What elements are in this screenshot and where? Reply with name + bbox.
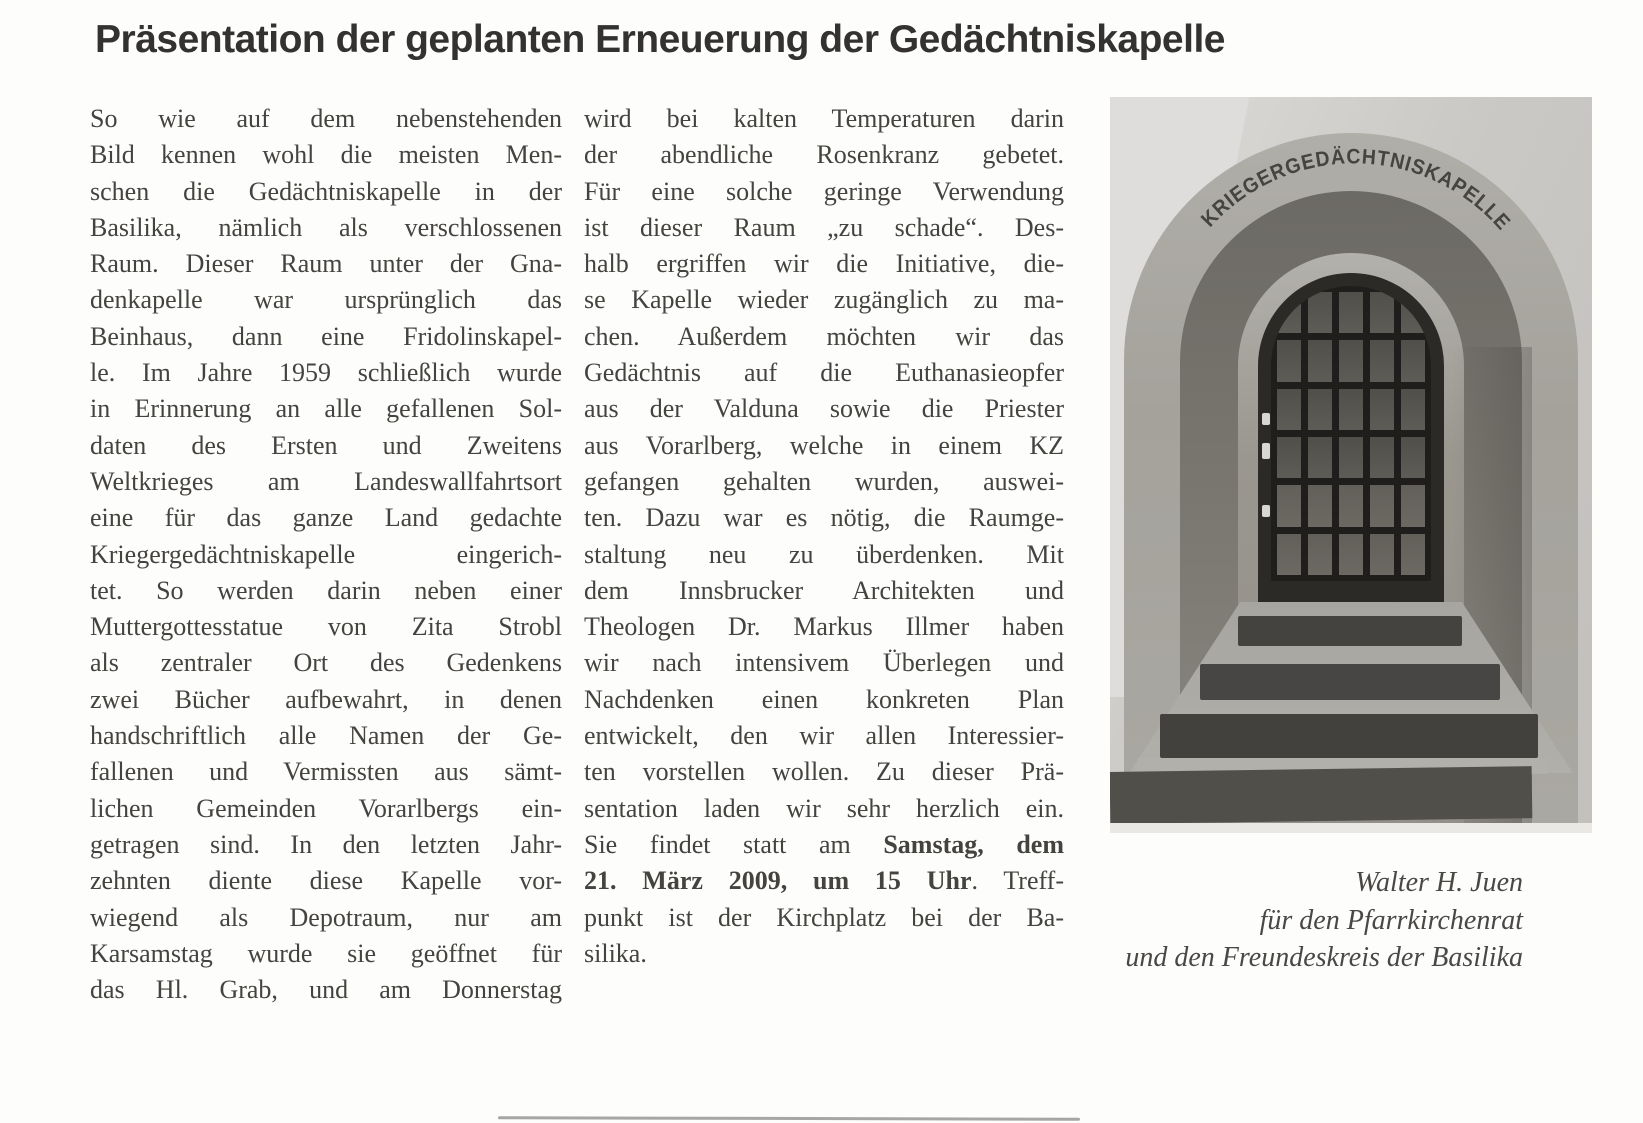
page-title: Präsentation der geplanten Erneuerung der Gedächtniskapelle	[95, 18, 1225, 61]
text-line: ist dieser Raum „zu schade“. Des-	[584, 212, 1064, 242]
door-pane	[1277, 389, 1301, 430]
door-lock-plate	[1262, 443, 1270, 459]
door-pane	[1401, 534, 1425, 575]
door-pane	[1401, 389, 1425, 430]
text-line: Gedächtnis auf die Euthanasieopfer	[584, 358, 1064, 388]
text-line: tet. So werden darin neben einer	[90, 575, 562, 605]
text-line: fallenen und Vermissten aus sämt-	[90, 757, 562, 787]
text-line	[584, 827, 1064, 863]
text-line: Raum. Dieser Raum unter der Gna-	[90, 249, 562, 279]
door-pane	[1308, 534, 1332, 575]
text-line: getragen sind. In den letzten Jahr-	[90, 829, 562, 859]
scan-artifact-line	[498, 1116, 1080, 1121]
text-line: chen. Außerdem möchten wir das	[584, 321, 1064, 351]
door-pane	[1308, 437, 1332, 478]
text-line: halb ergriffen wir die Initiative, die-	[584, 249, 1064, 279]
door-pane	[1277, 534, 1301, 575]
text-line: aus Vorarlberg, welche in einem KZ	[584, 430, 1064, 460]
text-line: sentation laden wir sehr herzlich ein.	[584, 793, 1064, 823]
door-pane	[1339, 437, 1363, 478]
door-pane	[1370, 292, 1394, 333]
text-line: entwickelt, den wir allen Interessier-	[584, 721, 1064, 751]
text-line: Beinhaus, dann eine Fridolinskapel-	[90, 321, 562, 351]
foreground-floor-band	[1110, 766, 1532, 824]
text-line: eine für das ganze Land gedachte	[90, 503, 562, 533]
photo-door-window-grid	[1271, 286, 1431, 581]
text-line: aus der Valduna sowie die Priester	[584, 394, 1064, 424]
text-line: wiegend als Depotraum, nur am	[90, 902, 562, 932]
door-pane	[1401, 340, 1425, 381]
text-line: Weltkrieges am Landeswallfahrtsort	[90, 466, 562, 496]
text-line: für den Pfarrkirchenrat	[1259, 904, 1523, 936]
door-pane	[1401, 437, 1425, 478]
door-pane	[1339, 485, 1363, 526]
door-pane	[1370, 485, 1394, 526]
door-pane	[1339, 292, 1363, 333]
bold-text: 21. März 2009, um 15 Uhr	[584, 866, 972, 896]
text-line: als zentraler Ort des Gedenkens	[90, 648, 562, 678]
photo-bottom-margin	[1110, 823, 1592, 833]
step-tread	[1160, 714, 1538, 758]
door-pane	[1370, 340, 1394, 381]
text-line: Nachdenken einen konkreten Plan	[584, 684, 1064, 714]
chapel-entrance-photo	[1110, 97, 1592, 833]
door-pane	[1308, 389, 1332, 430]
door-pane	[1370, 389, 1394, 430]
text-line: wir nach intensivem Überlegen und	[584, 648, 1064, 678]
door-pane	[1308, 340, 1332, 381]
door-pane	[1339, 340, 1363, 381]
photo-steps	[1110, 602, 1592, 833]
text-line: handschriftlich alle Namen der Ge-	[90, 721, 562, 751]
text-line	[584, 936, 1064, 972]
text-line: Für eine solche geringe Verwendung	[584, 176, 1064, 206]
door-pane	[1308, 292, 1332, 333]
text-line: Karsamstag wurde sie geöffnet für	[90, 938, 562, 968]
step-tread	[1200, 664, 1500, 700]
step-tread	[1238, 616, 1462, 646]
article-column-middle	[584, 101, 1064, 972]
text-line: Muttergottesstatue von Zita Strobl	[90, 612, 562, 642]
text-line: in Erinnerung an alle gefallenen Sol-	[90, 394, 562, 424]
text-line: schen die Gedächtniskapelle in der	[90, 176, 562, 206]
text-line: und den Freundeskreis der Basilika	[1125, 942, 1523, 973]
text-line	[584, 863, 1064, 899]
door-pane	[1277, 340, 1301, 381]
door-pane	[1308, 485, 1332, 526]
text-line: Basilika, nämlich als verschlossenen	[90, 212, 562, 242]
bold-text: Samstag, dem	[883, 829, 1064, 859]
text-line: wird bei kalten Temperaturen darin	[584, 104, 1064, 133]
text-line: ten vorstellen wollen. Zu dieser Prä-	[584, 757, 1064, 787]
door-pane	[1339, 389, 1363, 430]
text-line: Kriegergedächtniskapelle eingerich-	[90, 539, 562, 569]
door-pane	[1401, 485, 1425, 526]
text-line: dem Innsbrucker Architekten und	[584, 575, 1064, 605]
text-line: punkt ist der Kirchplatz bei der Ba-	[584, 902, 1064, 932]
text-line: So wie auf dem nebenstehenden	[90, 104, 562, 133]
photo-chapel-door	[1258, 273, 1444, 615]
text-line: Bild kennen wohl die meisten Men-	[90, 140, 562, 170]
text-segment: Sie findet statt am	[584, 829, 884, 859]
text-segment: silika.	[584, 938, 647, 968]
text-line: daten des Ersten und Zweitens	[90, 430, 562, 460]
door-pane	[1277, 485, 1301, 526]
text-line: se Kapelle wieder zugänglich zu ma-	[584, 285, 1064, 315]
text-line: zwei Bücher aufbewahrt, in denen	[90, 684, 562, 714]
text-line: lichen Gemeinden Vorarlbergs ein-	[90, 793, 562, 823]
text-line: staltung neu zu überdenken. Mit	[584, 539, 1064, 569]
text-line: le. Im Jahre 1959 schließlich wurde	[90, 358, 562, 388]
text-line: Theologen Dr. Markus Illmer haben	[584, 612, 1064, 642]
door-pane	[1370, 534, 1394, 575]
article-column-left	[90, 101, 562, 1008]
text-line: denkapelle war ursprünglich das	[90, 285, 562, 315]
arch-inscription-text: KRIEGERGEDÄCHTNISKAPELLE	[1196, 145, 1516, 236]
text-line: zehnten diente diese Kapelle vor-	[90, 866, 562, 896]
text-segment: . Treff-	[971, 866, 1064, 896]
photo-caption	[1000, 864, 1523, 977]
text-line: ten. Dazu war es nötig, die Raumge-	[584, 503, 1064, 533]
text-line: das Hl. Grab, und am Donnerstag	[90, 975, 562, 1005]
door-hinge	[1262, 505, 1270, 517]
door-pane	[1370, 437, 1394, 478]
text-line: der abendliche Rosenkranz gebetet.	[584, 140, 1064, 170]
text-line: gefangen gehalten wurden, auswei-	[584, 466, 1064, 496]
door-pane	[1339, 534, 1363, 575]
door-pane	[1277, 437, 1301, 478]
door-hinge	[1262, 413, 1270, 425]
text-line: Walter H. Juen	[1355, 867, 1523, 898]
